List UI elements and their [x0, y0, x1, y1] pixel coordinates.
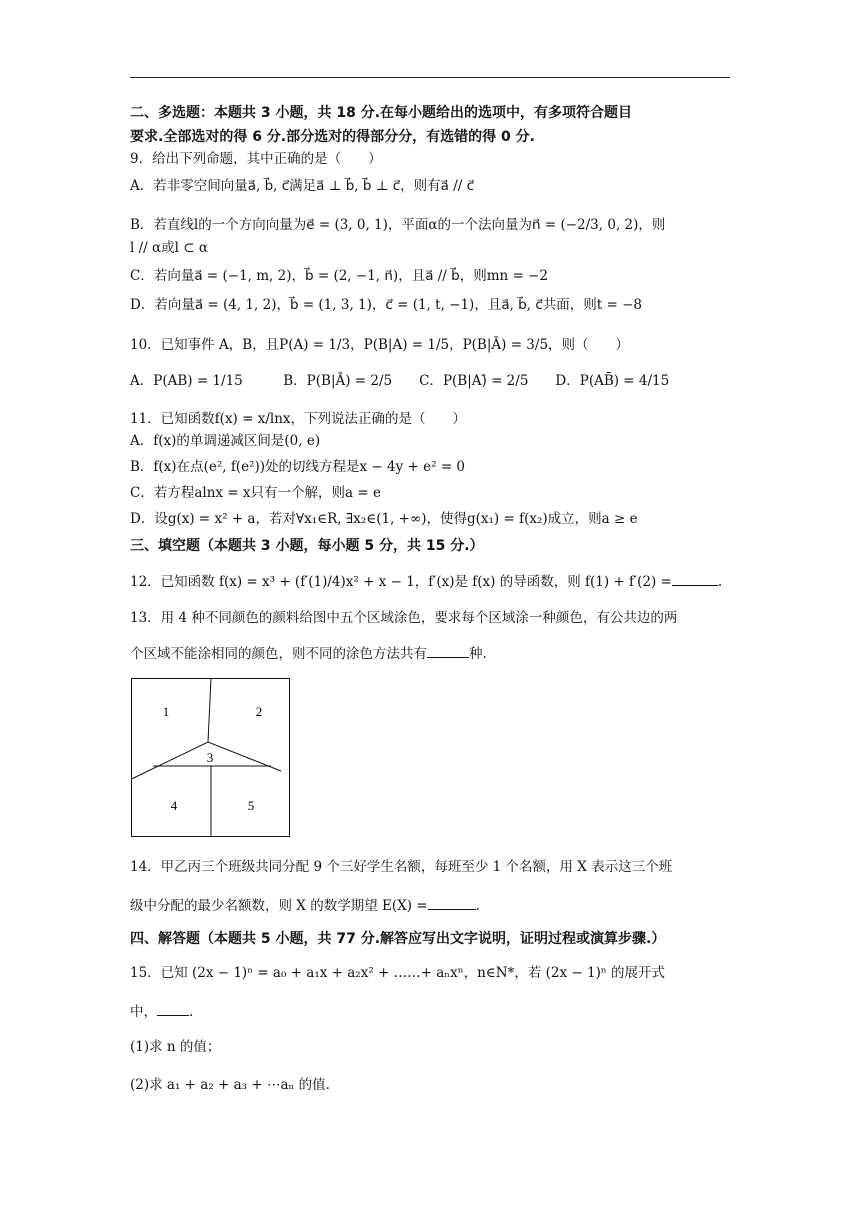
question-13-line-1: 13．用 4 种不同颜色的颜料给图中五个区域涂色，要求每个区域涂一种颜色，有公共边的两: [130, 610, 678, 626]
answer-blank-15[interactable]: [157, 1003, 189, 1016]
section-2-heading-cont: 要求.全部选对的得 6 分.部分选对的得部分分，有选错的得 0 分.: [130, 129, 535, 145]
answer-blank-13[interactable]: [427, 645, 469, 658]
answer-blank-12[interactable]: [672, 573, 718, 586]
question-9: 9．给出下列命题，其中正确的是（ ）: [130, 151, 382, 167]
question-13-unit: 种.: [469, 646, 487, 662]
question-9-option-b: B．若直线l的一个方向向量为e⃗ = (3, 0, 1)，平面α的一个法向量为n⃗ = (−2/3, 0, 2)，则: [130, 217, 666, 233]
question-15-text: 中，: [130, 1004, 157, 1020]
header-rule: [130, 77, 730, 78]
question-10: 10．已知事件 A，B，且P(A) = 1/3，P(B|A) = 1/5，P(B|Ā) = 3/5，则（ ）: [130, 337, 630, 353]
question-14-text: 级中分配的最少名额数，则 X 的数学期望 E(X) =: [130, 898, 428, 914]
region-label-4: 4: [170, 798, 178, 813]
section-2-heading: 二、多选题：本题共 3 小题，共 18 分.在每小题给出的选项中，有多项符合题目: [130, 105, 633, 121]
section-3-heading: 三、填空题（本题共 3 小题，每小题 5 分，共 15 分.）: [130, 538, 484, 554]
question-13-text: 个区域不能涂相同的颜色，则不同的涂色方法共有: [130, 646, 427, 662]
question-14-line-2: 级中分配的最少名额数，则 X 的数学期望 E(X) = .: [130, 898, 480, 914]
question-11-option-c: C．若方程alnx = x只有一个解，则a = e: [130, 485, 381, 501]
question-14-line-1: 14．甲乙丙三个班级共同分配 9 个三好学生名额，每班至少 1 个名额，用 X 表示这三个班: [130, 859, 673, 875]
question-11-option-b: B．f(x)在点(e², f(e²))处的切线方程是x − 4y + e² = 0: [130, 459, 466, 475]
region-label-1: 1: [162, 704, 170, 719]
question-9-option-d: D．若向量a⃗ = (4, 1, 2)，b⃗ = (1, 3, 1)，c⃗ = (1, t, −1)，且a⃗, b⃗, c⃗共面，则t = −8: [130, 297, 642, 313]
coloring-region-figure: [131, 678, 291, 838]
question-11-option-a: A．f(x)的单调递减区间是(0, e): [130, 433, 321, 449]
question-15-line-2: 中， .: [130, 1004, 194, 1020]
question-10-options: A．P(AB) = 1/15 B．P(B|Ā) = 2/5 C．P(B|A)̄ = 2/5 D．P(AB̄) = 4/15: [130, 373, 670, 389]
question-13-line-2: [130, 645, 487, 663]
section-4-heading: 四、解答题（本题共 5 小题，共 77 分.解答应写出文字说明，证明过程或演算步骤.）: [130, 931, 666, 947]
divider-top: [208, 679, 211, 743]
question-15-part-2: (2)求 a₁ + a₂ + a₃ + ⋯aₙ 的值.: [130, 1077, 330, 1093]
question-11: 11．已知函数f(x) = x/lnx，下列说法正确的是（ ）: [130, 411, 467, 427]
region-label-2: 2: [255, 704, 263, 719]
question-9-option-b-cont: l // α或l ⊂ α: [130, 240, 208, 256]
answer-blank-14[interactable]: [428, 897, 476, 910]
region-label-5: 5: [247, 798, 255, 813]
region-label-3: 3: [206, 750, 214, 765]
question-15-line-1: 15．已知 (2x − 1)ⁿ = a₀ + a₁x + a₂x² + ……+ aₙxⁿ，n∈N*，若 (2x − 1)ⁿ 的展开式: [130, 965, 665, 981]
question-9-option-a: A．若非零空间向量a⃗, b⃗, c⃗满足a⃗ ⊥ b⃗, b⃗ ⊥ c⃗，则有a⃗ // c⃗: [130, 178, 475, 194]
question-12-text: 12．已知函数 f(x) = x³ + (f′(1)/4)x² + x − 1，f′(x)是 f(x) 的导函数，则 f(1) + f′(2) =: [130, 574, 672, 590]
question-9-option-c: C．若向量a⃗ = (−1, m, 2)，b⃗ = (2, −1, n⃗)，且a⃗ // b⃗，则mn = −2: [130, 268, 549, 284]
question-15-part-1: (1)求 n 的值；: [130, 1039, 221, 1055]
question-11-option-d: D．设g(x) = x² + a，若对∀x₁∈R, ∃x₂∈(1, +∞)，使得g(x₁) = f(x₂)成立，则a ≥ e: [130, 511, 638, 527]
question-12: 12．已知函数 f(x) = x³ + (f′(1)/4)x² + x − 1，f′(x)是 f(x) 的导函数，则 f(1) + f′(2) = .: [130, 574, 723, 590]
